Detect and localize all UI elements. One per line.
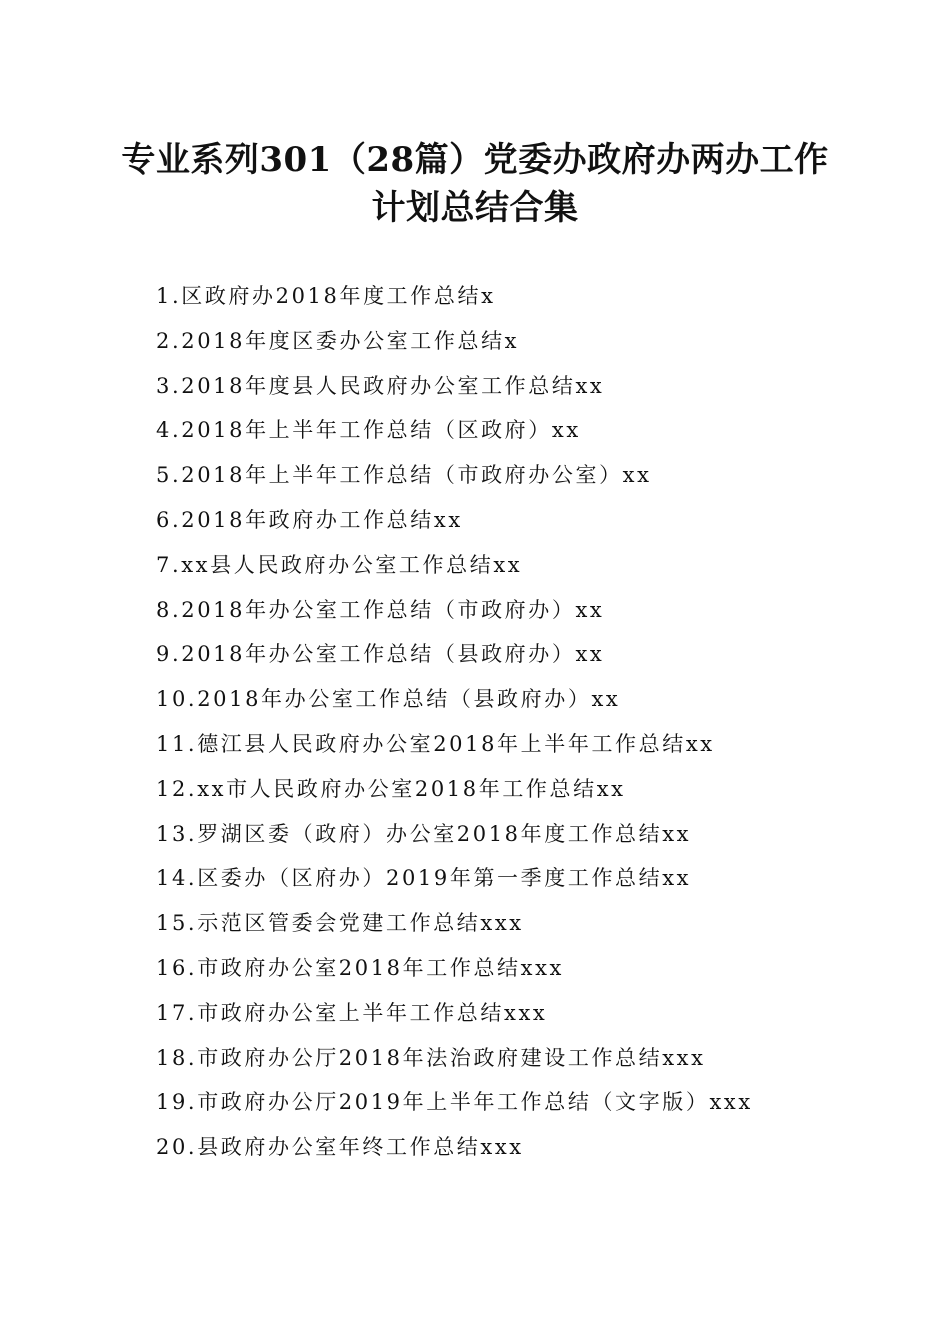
toc-item-5: 5.2018年上半年工作总结（市政府办公室）xx: [156, 463, 652, 488]
toc-item-12: 12.xx市人民政府办公室2018年工作总结xx: [156, 776, 626, 801]
document-title-line-1: 专业系列301（28篇）党委办政府办两办工作: [121, 140, 829, 180]
toc-item-1: 1.区政府办2018年度工作总结x: [156, 284, 496, 308]
toc-item-9: 9.2018年办公室工作总结（县政府办）xx: [156, 642, 605, 667]
toc-item-3: 3.2018年度县人民政府办公室工作总结xx: [156, 373, 605, 398]
table-of-contents: [156, 274, 896, 1170]
toc-item-6: 6.2018年政府办工作总结xx: [156, 507, 463, 532]
toc-item-16: 16.市政府办公室2018年工作总结xxx: [156, 955, 564, 980]
toc-item-15: 15.示范区管委会党建工作总结xxx: [156, 911, 524, 936]
toc-item-7: 7.xx县人民政府办公室工作总结xx: [156, 552, 523, 577]
toc-item-2: 2.2018年度区委办公室工作总结x: [156, 328, 520, 353]
toc-item-20: 20.县政府办公室年终工作总结xxx: [156, 1135, 524, 1160]
toc-item-8: 8.2018年办公室工作总结（市政府办）xx: [156, 597, 605, 622]
toc-item-10: 10.2018年办公室工作总结（县政府办）xx: [156, 687, 621, 712]
toc-item-14: 14.区委办（区府办）2019年第一季度工作总结xx: [156, 866, 692, 891]
toc-item-18: 18.市政府办公厅2018年法治政府建设工作总结xxx: [156, 1045, 706, 1070]
document-title-line-2: 计划总结合集: [371, 188, 579, 228]
toc-item-4: 4.2018年上半年工作总结（区政府）xx: [156, 418, 581, 443]
toc-item-19: 19.市政府办公厅2019年上半年工作总结（文字版）xxx: [156, 1090, 753, 1115]
toc-item-13: 13.罗湖区委（政府）办公室2018年度工作总结xx: [156, 821, 692, 846]
toc-item-11: 11.德江县人民政府办公室2018年上半年工作总结xx: [156, 731, 715, 756]
toc-item-17: 17.市政府办公室上半年工作总结xxx: [156, 1000, 548, 1025]
